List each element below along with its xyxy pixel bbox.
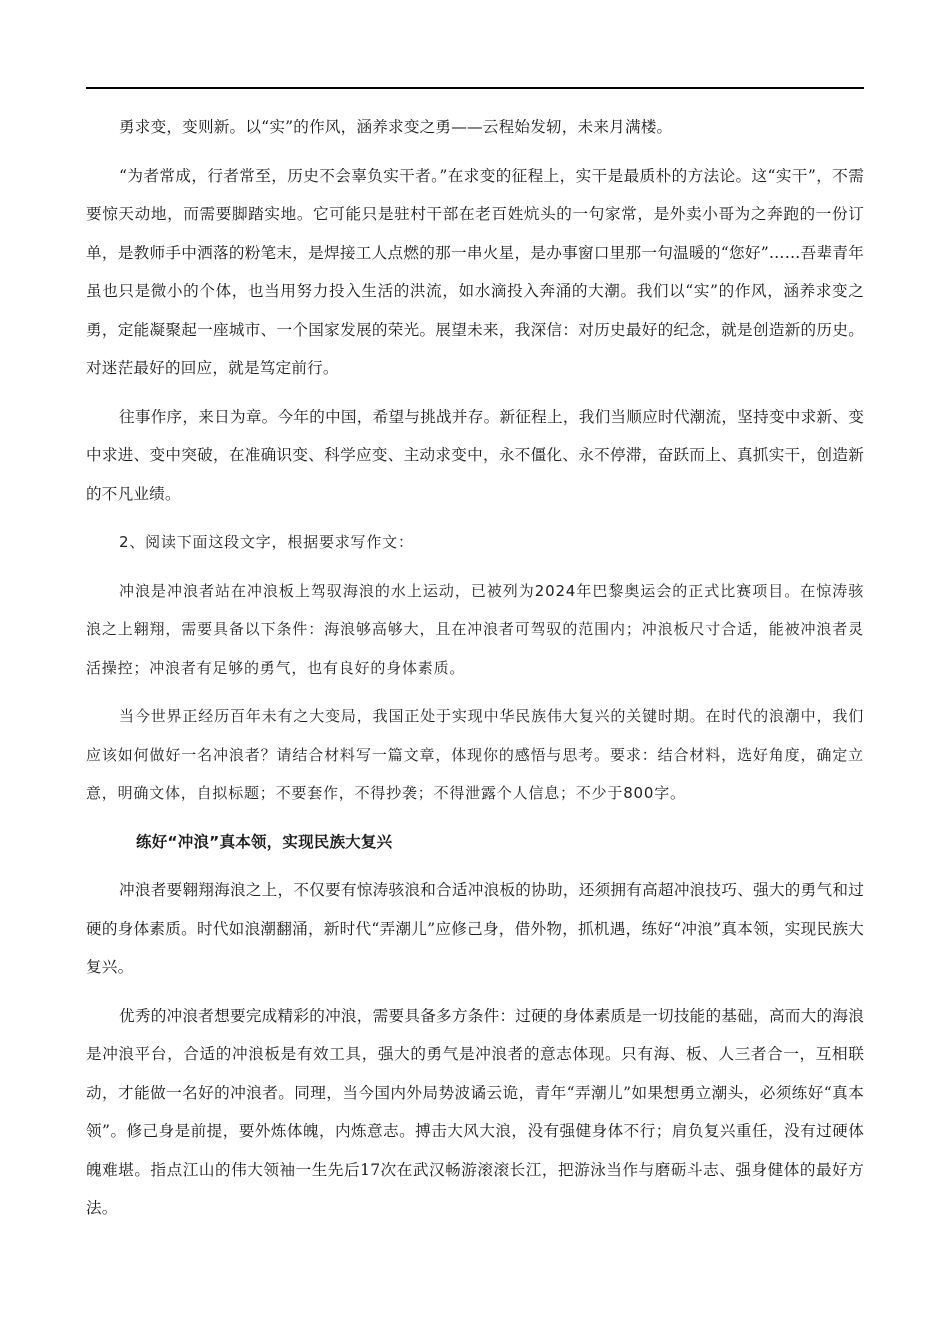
question-2-heading: 2、阅读下面这段文字，根据要求写作文： xyxy=(119,533,414,551)
paragraph-practical-work: “为者常成，行者常至，历史不会辜负实干者。”在求变的征程上，实干是最质朴的方法论。这“实干”，不需要惊天动地，而需要脚踏实地。它可能只是驻村干部在老百姓炕头的一句家常，是外卖小哥为之奔跑的一份订单，是教师手中洒落的粉笔末，是焊接工人点燃的那一串火星，是办事窗口里那一句温暖的“您好”……吾辈青年虽也只是微小的个体，也当用努力投入生活的洪流，如水滴投入奔涌的大潮。我们以“实”的作风，涵养求变之勇，定能凝聚起一座城市、一个国家发展的荣光。展望未来，我深信：对历史最好的纪念，就是创造新的历史。对迷茫最好的回应，就是笃定前行。 xyxy=(86,166,864,377)
document-body xyxy=(86,108,864,1228)
material-paragraph-requirements: 当今世界正经历百年未有之大变局，我国正处于实现中华民族伟大复兴的关键时期。在时代的浪潮中，我们应该如何做好一名冲浪者？请结合材料写一篇文章，体现你的感悟与思考。要求：结合材料，选好角度，确定立意，明确文体，自拟标题；不要套作，不得抄袭；不得泄露个人信息；不少于800字。 xyxy=(86,707,864,802)
header-rule xyxy=(86,87,864,89)
material-paragraph-surfing: 冲浪是冲浪者站在冲浪板上驾驭海浪的水上运动，已被列为2024年巴黎奥运会的正式比赛项目。在惊涛骇浪之上翱翔，需要具备以下条件：海浪够高够大，且在冲浪者可驾驭的范围内；冲浪板尺寸合适，能被冲浪者灵活操控；冲浪者有足够的勇气，也有良好的身体素质。 xyxy=(86,581,864,677)
essay-paragraph-2: 优秀的冲浪者想要完成精彩的冲浪，需要具备多方条件：过硬的身体素质是一切技能的基础，高而大的海浪是冲浪平台，合适的冲浪板是有效工具，强大的勇气是冲浪者的意志体现。只有海、板、人三者合一，互相联动，才能做一名好的冲浪者。同理，当今国内外局势波谲云诡，青年“弄潮儿”如果想勇立潮头，必须练好“真本领”。修己身是前提，要外炼体魄，内炼意志。搏击大风大浪，没有强健身体不行；肩负复兴重任，没有过硬体魄难堪。指点江山的伟大领袖一生先后17次在武汉畅游滚滚长江，把游泳当作与磨砺斗志、强身健体的最好方法。 xyxy=(86,1006,864,1217)
essay-title: 练好“冲浪”真本领，实现民族大复兴 xyxy=(136,832,393,851)
essay-paragraph-1: 冲浪者要翱翔海浪之上，不仅要有惊涛骇浪和合适冲浪板的协助，还须拥有高超冲浪技巧、强大的勇气和过硬的身体素质。时代如浪潮翻涌，新时代“弄潮儿”应修己身，借外物，抓机遇，练好“冲浪”真本领，实现民族大复兴。 xyxy=(86,881,864,976)
paragraph-conclusion-line: 勇求变，变则新。以“实”的作风，涵养求变之勇——云程始发轫，未来月满楼。 xyxy=(119,118,673,136)
paragraph-future: 往事作序，来日为章。今年的中国，希望与挑战并存。新征程上，我们当顺应时代潮流，坚持变中求新、变中求进、变中突破，在准确识变、科学应变、主动求变中，永不僵化、永不停滞，奋跃而上、真抓实干，创造新的不凡业绩。 xyxy=(86,407,864,503)
